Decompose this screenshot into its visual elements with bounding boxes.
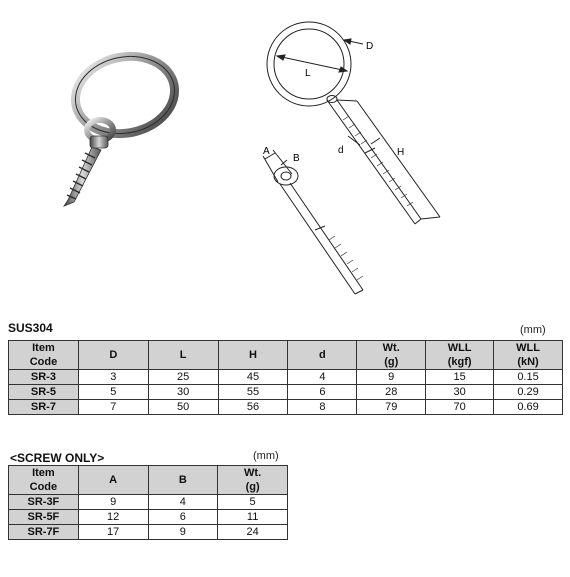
label-d: d bbox=[338, 145, 344, 156]
label-A: A bbox=[263, 146, 270, 157]
label-D: D bbox=[366, 41, 374, 52]
value-cell: 0.15 bbox=[494, 370, 563, 385]
value-cell: 6 bbox=[288, 385, 357, 400]
value-cell: 9 bbox=[357, 370, 426, 385]
value-cell: 25 bbox=[148, 370, 218, 385]
value-cell: 9 bbox=[78, 495, 148, 510]
header-cell bbox=[218, 466, 288, 495]
item-code-cell: SR-7 bbox=[9, 400, 79, 415]
label-L: L bbox=[305, 68, 311, 79]
header-cell bbox=[148, 466, 218, 495]
header-text: Wt. bbox=[382, 342, 400, 354]
header-cell bbox=[9, 466, 79, 495]
table-row bbox=[9, 525, 288, 540]
value-cell: 4 bbox=[288, 370, 357, 385]
header-text: Code bbox=[29, 481, 58, 493]
spec-table bbox=[8, 340, 563, 415]
value-cell: 79 bbox=[357, 400, 426, 415]
value-cell: 28 bbox=[357, 385, 426, 400]
header-text: Wt. bbox=[244, 467, 262, 479]
header-cell bbox=[78, 341, 148, 370]
value-cell: 30 bbox=[426, 385, 494, 400]
header-text: (g) bbox=[245, 481, 260, 493]
header-cell bbox=[9, 341, 79, 370]
value-cell: 17 bbox=[78, 525, 148, 540]
header-text: WLL bbox=[516, 342, 540, 354]
table-row bbox=[9, 510, 288, 525]
header-text: WLL bbox=[447, 342, 472, 354]
value-cell: 45 bbox=[218, 370, 288, 385]
header-text: Code bbox=[29, 356, 58, 368]
table-row bbox=[9, 370, 563, 385]
header-text: d bbox=[319, 349, 326, 361]
value-cell: 30 bbox=[148, 385, 218, 400]
header-text: Item bbox=[32, 467, 55, 479]
header-text: (kN) bbox=[517, 356, 539, 368]
header-cell bbox=[218, 341, 288, 370]
value-cell: 0.69 bbox=[494, 400, 563, 415]
value-cell: 5 bbox=[218, 495, 288, 510]
value-cell: 8 bbox=[288, 400, 357, 415]
item-code-cell: SR-3 bbox=[9, 370, 79, 385]
screw-unit: (mm) bbox=[253, 450, 279, 462]
header-cell bbox=[357, 341, 426, 370]
dimension-diagram bbox=[225, 14, 450, 304]
value-cell: 4 bbox=[148, 495, 218, 510]
value-cell: 6 bbox=[148, 510, 218, 525]
header-text: H bbox=[249, 349, 257, 361]
value-cell: 3 bbox=[78, 370, 148, 385]
header-cell bbox=[288, 341, 357, 370]
header-text: B bbox=[178, 474, 187, 486]
header-cell bbox=[78, 466, 148, 495]
item-code-cell: SR-5F bbox=[9, 510, 79, 525]
screw-table bbox=[8, 465, 288, 540]
table-row bbox=[9, 385, 563, 400]
value-cell: 55 bbox=[218, 385, 288, 400]
header-text: Item bbox=[32, 342, 55, 354]
header-text: D bbox=[109, 349, 118, 361]
value-cell: 11 bbox=[218, 510, 288, 525]
header-text: (kgf) bbox=[447, 356, 472, 368]
header-row bbox=[9, 466, 288, 495]
value-cell: 7 bbox=[78, 400, 148, 415]
table-row bbox=[9, 400, 563, 415]
value-cell: 50 bbox=[148, 400, 218, 415]
item-code-cell: SR-7F bbox=[9, 525, 79, 540]
item-code-cell: SR-3F bbox=[9, 495, 79, 510]
header-cell bbox=[148, 341, 218, 370]
value-cell: 9 bbox=[148, 525, 218, 540]
value-cell: 0.29 bbox=[494, 385, 563, 400]
header-text: A bbox=[109, 474, 118, 486]
header-cell bbox=[426, 341, 494, 370]
label-B: B bbox=[293, 153, 300, 164]
header-text: L bbox=[179, 349, 187, 361]
header-text: (g) bbox=[384, 356, 399, 368]
value-cell: 15 bbox=[426, 370, 494, 385]
value-cell: 56 bbox=[218, 400, 288, 415]
header-cell bbox=[494, 341, 563, 370]
value-cell: 24 bbox=[218, 525, 288, 540]
value-cell: 12 bbox=[78, 510, 148, 525]
product-photo bbox=[30, 50, 190, 215]
item-code-cell: SR-5 bbox=[9, 385, 79, 400]
main-unit: (mm) bbox=[520, 324, 546, 336]
value-cell: 5 bbox=[78, 385, 148, 400]
header-row bbox=[9, 341, 563, 370]
table-row bbox=[9, 495, 288, 510]
label-H: H bbox=[397, 147, 405, 158]
value-cell: 70 bbox=[426, 400, 494, 415]
material-caption: SUS304 bbox=[8, 321, 53, 335]
screw-caption: <SCREW ONLY> bbox=[10, 451, 105, 465]
